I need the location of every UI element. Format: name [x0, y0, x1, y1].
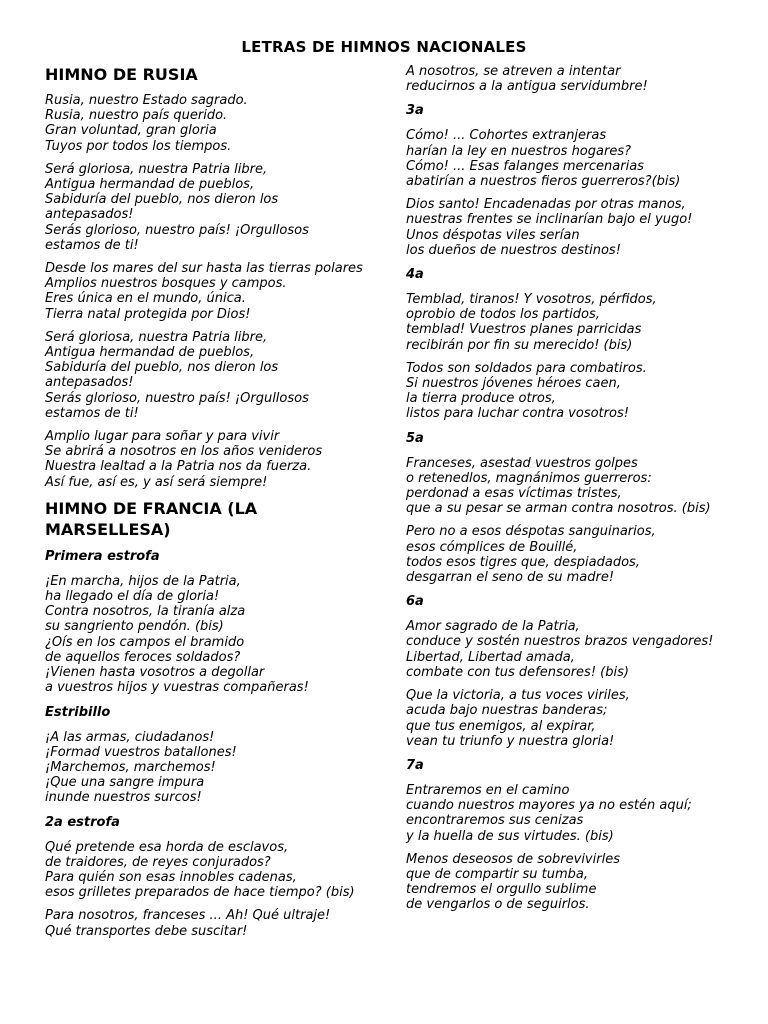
section-label-primera: Primera estrofa: [45, 548, 160, 564]
section-label-5a: 5a: [406, 430, 424, 446]
section-label-6a: 6a: [406, 594, 424, 610]
france-stanza: Que la victoria, a tus voces viriles, acuda bajo nuestras banderas; que tus enemigos, al expirar, vean tu triunfo y nuestra gloria!: [406, 688, 630, 749]
france-stanza: Para nosotros, franceses ... Ah! Qué ultraje! Qué transportes debe suscitar!: [45, 908, 331, 939]
russia-stanza: Será gloriosa, nuestra Patria libre, Antigua hermandad de pueblos, Sabiduría del pueblo, nos dieron los antepasados! Serás glorioso, nuestro país! ¡Orgullosos estamos de ti!: [45, 161, 309, 253]
left-column: [45, 64, 365, 947]
france-stanza: Franceses, asestad vuestros golpes o retenedlos, magnánimos guerreros: perdonad a esas víctimas tristes, que a su pesar se arman contra nosotros. (bis): [406, 455, 711, 517]
russia-stanza: Desde los mares del sur hasta las tierras polares Amplios nuestros bosques y campos. Eres única en el mundo, única. Tierra natal protegida por Dios!: [45, 261, 363, 322]
france-stanza: Amor sagrado de la Patria, conduce y sostén nuestros brazos vengadores! Libertad, Libertad amada, combate con tus defensores! (bis): [406, 619, 714, 680]
section-label-3a: 3a: [406, 103, 424, 119]
page-title: LETRAS DE HIMNOS NACIONALES: [241, 38, 527, 56]
france-stanza: Pero no a esos déspotas sanguinarios, esos cómplices de Bouillé, todos esos tigres que, despiadados, desgarran el seno de su madre!: [406, 524, 656, 586]
section-label-4a: 4a: [406, 267, 424, 283]
france-heading: HIMNO DE FRANCIA (LA MARSELLESA): [45, 498, 258, 539]
france-stanza: Temblad, tiranos! Y vosotros, pérfidos, oprobio de todos los partidos, temblad! Vuestros planes parricidas recibirán por fin su merecido! (bis): [406, 292, 657, 353]
section-label-2a: 2a estrofa: [45, 814, 120, 830]
russia-heading: HIMNO DE RUSIA: [45, 65, 198, 84]
france-stanza: ¡En marcha, hijos de la Patria, ha llegado el día de gloria! Contra nosotros, la tiranía alza su sangriento pendón. (bis) ¿Oís en los campos el bramido de aquellos feroces soldados? ¡Vienen hasta vosotros a degollar a vuestros hijos y vuestras compañeras!: [45, 573, 309, 696]
right-column: [406, 64, 726, 921]
france-stanza: Todos son soldados para combatiros. Si nuestros jóvenes héroes caen, la tierra produce otros, listos para luchar contra vosotros!: [406, 360, 647, 422]
france-stanza-continued: A nosotros, se atreven a intentar reducirnos a la antigua servidumbre!: [406, 64, 648, 95]
france-stanza: Cómo! ... Cohortes extranjeras harían la ley en nuestros hogares? Cómo! ... Esas falanges mercenarias abatirían a nuestros fieros guerreros?(bis): [406, 128, 681, 190]
russia-stanza: Rusia, nuestro Estado sagrado. Rusia, nuestro país querido. Gran voluntad, gran gloria Tuyos por todos los tiempos.: [45, 93, 248, 154]
france-stanza: Qué pretende esa horda de esclavos, de traidores, de reyes conjurados? Para quién son esas innobles cadenas, esos grilletes preparados de hace tiempo? (bis): [45, 839, 355, 901]
france-stanza: ¡A las armas, ciudadanos! ¡Formad vuestros batallones! ¡Marchemos, marchemos! ¡Que una sangre impura inunde nuestros surcos!: [45, 729, 237, 806]
france-stanza: Entraremos en el camino cuando nuestros mayores ya no estén aquí; encontraremos sus cenizas y la huella de sus virtudes. (bis): [406, 782, 692, 844]
russia-stanza: Amplio lugar para soñar y para vivir Se abrirá a nosotros en los años venideros Nuestra lealtad a la Patria nos da fuerza. Así fue, así es, y así será siempre!: [45, 429, 323, 490]
france-stanza: Dios santo! Encadenadas por otras manos, nuestras frentes se inclinarían bajo el yugo! Unos déspotas viles serían los dueños de nuestros destinos!: [406, 197, 693, 258]
france-stanza: Menos deseosos de sobrevivirles que de compartir su tumba, tendremos el orgullo sublime de vengarlos o de seguirlos.: [406, 851, 620, 913]
russia-stanza: Será gloriosa, nuestra Patria libre, Antigua hermandad de pueblos, Sabiduría del pueblo, nos dieron los antepasados! Serás glorioso, nuestro país! ¡Orgullosos estamos de ti!: [45, 329, 309, 421]
section-label-7a: 7a: [406, 757, 424, 773]
section-label-estribillo: Estribillo: [45, 704, 111, 720]
